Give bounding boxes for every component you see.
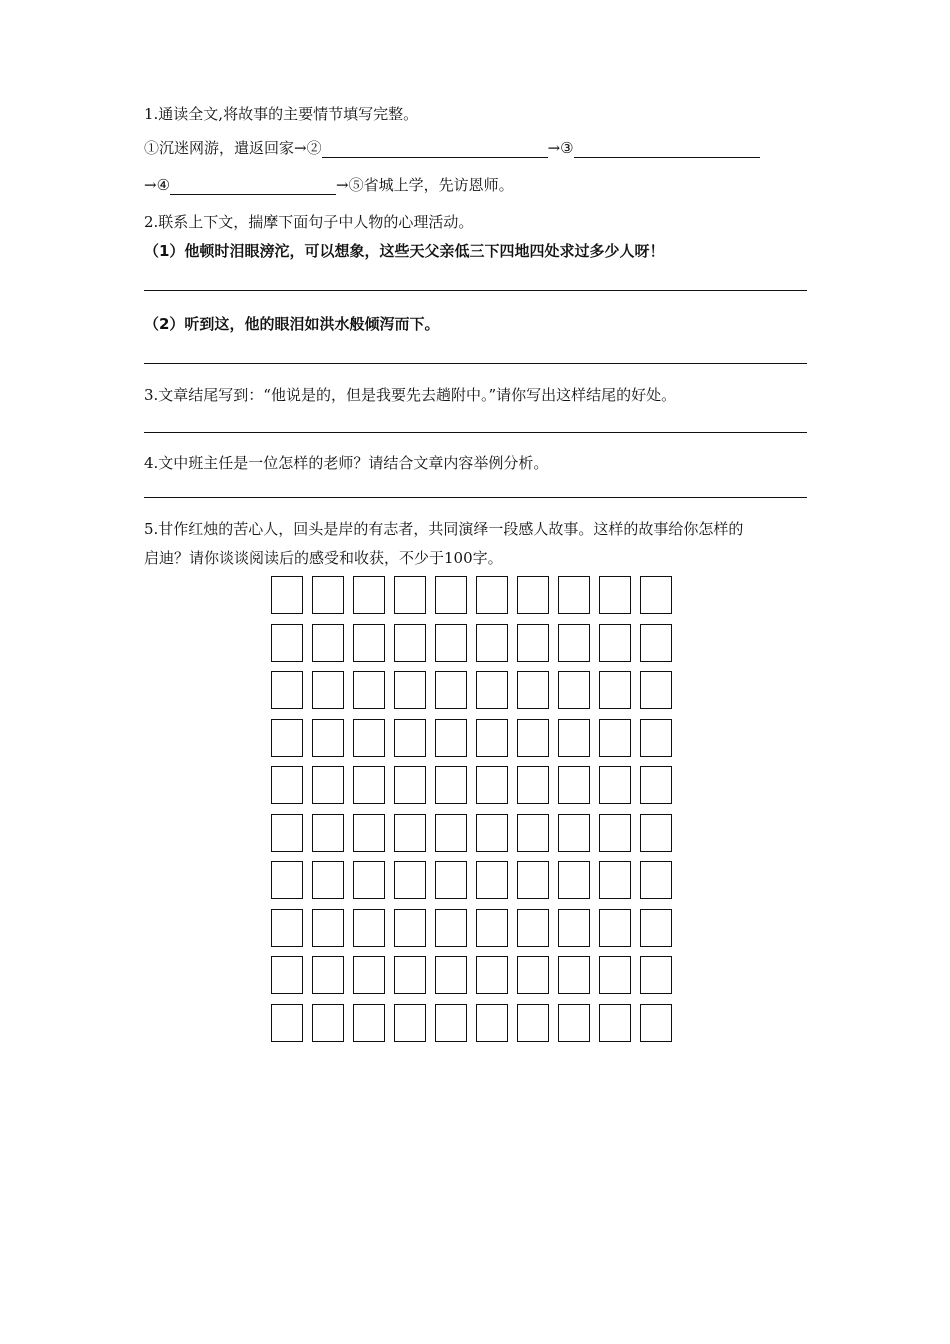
grid-cell[interactable] bbox=[394, 814, 426, 852]
grid-cell[interactable] bbox=[394, 766, 426, 804]
grid-cell[interactable] bbox=[435, 814, 467, 852]
grid-cell[interactable] bbox=[394, 576, 426, 614]
grid-cell[interactable] bbox=[394, 671, 426, 709]
grid-cell[interactable] bbox=[435, 624, 467, 662]
grid-cell[interactable] bbox=[640, 671, 672, 709]
grid-cell[interactable] bbox=[353, 1004, 385, 1042]
grid-cell[interactable] bbox=[435, 1004, 467, 1042]
q1-plot-row-2 bbox=[144, 175, 514, 195]
grid-cell[interactable] bbox=[476, 719, 508, 757]
grid-cell[interactable] bbox=[599, 766, 631, 804]
grid-cell[interactable] bbox=[271, 909, 303, 947]
grid-cell[interactable] bbox=[312, 719, 344, 757]
grid-cell[interactable] bbox=[394, 909, 426, 947]
q2-answer-line-2[interactable] bbox=[144, 363, 807, 364]
grid-cell[interactable] bbox=[353, 766, 385, 804]
grid-cell[interactable] bbox=[517, 909, 549, 947]
grid-cell[interactable] bbox=[640, 814, 672, 852]
grid-cell[interactable] bbox=[312, 766, 344, 804]
q1-title: 1.通读全文,将故事的主要情节填写完整。 bbox=[144, 105, 419, 123]
grid-cell[interactable] bbox=[640, 909, 672, 947]
grid-cell[interactable] bbox=[271, 956, 303, 994]
q1-arrow3: →③ bbox=[547, 139, 574, 157]
grid-cell[interactable] bbox=[599, 956, 631, 994]
grid-cell[interactable] bbox=[312, 576, 344, 614]
grid-cell[interactable] bbox=[558, 909, 590, 947]
grid-cell[interactable] bbox=[558, 1004, 590, 1042]
grid-cell[interactable] bbox=[517, 814, 549, 852]
q3-answer-line[interactable] bbox=[144, 432, 807, 433]
grid-cell[interactable] bbox=[312, 861, 344, 899]
q2-sentence-1: （1）他顿时泪眼滂沱，可以想象，这些天父亲低三下四地四处求过多少人呀！ bbox=[144, 242, 665, 260]
grid-cell[interactable] bbox=[353, 576, 385, 614]
q1-step5: →⑤省城上学，先访恩师。 bbox=[336, 176, 514, 194]
q1-blank-4[interactable] bbox=[170, 178, 336, 195]
q1-blank-3[interactable] bbox=[574, 141, 760, 158]
grid-cell[interactable] bbox=[558, 814, 590, 852]
grid-cell[interactable] bbox=[640, 576, 672, 614]
q2-answer-line-1[interactable] bbox=[144, 290, 807, 291]
grid-cell[interactable] bbox=[435, 576, 467, 614]
grid-cell[interactable] bbox=[599, 814, 631, 852]
grid-cell[interactable] bbox=[476, 814, 508, 852]
grid-cell[interactable] bbox=[558, 671, 590, 709]
grid-cell[interactable] bbox=[599, 719, 631, 757]
grid-cell[interactable] bbox=[476, 766, 508, 804]
grid-cell[interactable] bbox=[517, 719, 549, 757]
grid-cell[interactable] bbox=[435, 861, 467, 899]
grid-cell[interactable] bbox=[271, 766, 303, 804]
grid-cell[interactable] bbox=[558, 861, 590, 899]
grid-cell[interactable] bbox=[640, 719, 672, 757]
grid-cell[interactable] bbox=[640, 861, 672, 899]
q4-title: 4.文中班主任是一位怎样的老师？请结合文章内容举例分析。 bbox=[144, 454, 549, 472]
grid-cell[interactable] bbox=[312, 956, 344, 994]
grid-cell[interactable] bbox=[517, 766, 549, 804]
grid-cell[interactable] bbox=[353, 814, 385, 852]
grid-cell[interactable] bbox=[353, 956, 385, 994]
q5-prompt-line-2: 启迪？请你谈谈阅读后的感受和收获，不少于100字。 bbox=[144, 549, 503, 567]
grid-cell[interactable] bbox=[640, 1004, 672, 1042]
grid-cell[interactable] bbox=[599, 576, 631, 614]
grid-cell[interactable] bbox=[640, 766, 672, 804]
grid-cell[interactable] bbox=[558, 576, 590, 614]
grid-cell[interactable] bbox=[353, 624, 385, 662]
q5-prompt-line-1: 5.甘作红烛的苦心人，回头是岸的有志者，共同演绎一段感人故事。这样的故事给你怎样的 bbox=[144, 520, 744, 538]
grid-cell[interactable] bbox=[312, 671, 344, 709]
q1-arrow4: →④ bbox=[144, 176, 171, 194]
q2-title: 2.联系上下文，揣摩下面句子中人物的心理活动。 bbox=[144, 213, 474, 231]
grid-cell[interactable] bbox=[599, 624, 631, 662]
grid-cell[interactable] bbox=[353, 719, 385, 757]
q1-step1: ①沉迷网游，遣返回家→② bbox=[144, 139, 322, 157]
grid-cell[interactable] bbox=[312, 814, 344, 852]
q1-blank-2[interactable] bbox=[322, 141, 548, 158]
grid-cell[interactable] bbox=[517, 1004, 549, 1042]
grid-cell[interactable] bbox=[435, 719, 467, 757]
grid-cell[interactable] bbox=[435, 671, 467, 709]
grid-cell[interactable] bbox=[435, 766, 467, 804]
grid-cell[interactable] bbox=[476, 671, 508, 709]
grid-cell[interactable] bbox=[558, 766, 590, 804]
grid-cell[interactable] bbox=[312, 624, 344, 662]
grid-cell[interactable] bbox=[599, 1004, 631, 1042]
grid-cell[interactable] bbox=[312, 909, 344, 947]
grid-cell[interactable] bbox=[312, 1004, 344, 1042]
q3-title: 3.文章结尾写到：“他说是的，但是我要先去趟附中。”请你写出这样结尾的好处。 bbox=[144, 386, 677, 404]
grid-cell[interactable] bbox=[517, 861, 549, 899]
grid-cell[interactable] bbox=[271, 576, 303, 614]
grid-cell[interactable] bbox=[271, 624, 303, 662]
grid-cell[interactable] bbox=[558, 624, 590, 662]
q4-answer-line[interactable] bbox=[144, 497, 807, 498]
grid-cell[interactable] bbox=[599, 861, 631, 899]
grid-cell[interactable] bbox=[353, 909, 385, 947]
grid-cell[interactable] bbox=[394, 624, 426, 662]
grid-cell[interactable] bbox=[476, 861, 508, 899]
grid-cell[interactable] bbox=[271, 1004, 303, 1042]
grid-cell[interactable] bbox=[435, 909, 467, 947]
q1-plot-row-1 bbox=[144, 138, 760, 158]
grid-cell[interactable] bbox=[599, 671, 631, 709]
grid-cell[interactable] bbox=[353, 671, 385, 709]
grid-cell[interactable] bbox=[517, 624, 549, 662]
grid-cell[interactable] bbox=[271, 671, 303, 709]
grid-cell[interactable] bbox=[476, 576, 508, 614]
grid-cell[interactable] bbox=[558, 956, 590, 994]
grid-cell[interactable] bbox=[394, 956, 426, 994]
grid-cell[interactable] bbox=[271, 719, 303, 757]
q2-sentence-2: （2）听到这，他的眼泪如洪水般倾泻而下。 bbox=[144, 315, 440, 333]
grid-cell[interactable] bbox=[435, 956, 467, 994]
grid-cell[interactable] bbox=[394, 1004, 426, 1042]
grid-cell[interactable] bbox=[517, 671, 549, 709]
grid-cell[interactable] bbox=[558, 719, 590, 757]
grid-cell[interactable] bbox=[476, 956, 508, 994]
grid-cell[interactable] bbox=[476, 624, 508, 662]
grid-cell[interactable] bbox=[517, 576, 549, 614]
grid-cell[interactable] bbox=[599, 909, 631, 947]
grid-cell[interactable] bbox=[476, 909, 508, 947]
grid-cell[interactable] bbox=[517, 956, 549, 994]
grid-cell[interactable] bbox=[271, 861, 303, 899]
grid-cell[interactable] bbox=[476, 1004, 508, 1042]
grid-cell[interactable] bbox=[394, 861, 426, 899]
grid-cell[interactable] bbox=[394, 719, 426, 757]
grid-cell[interactable] bbox=[353, 861, 385, 899]
answer-grid bbox=[271, 576, 674, 1042]
grid-cell[interactable] bbox=[640, 624, 672, 662]
grid-cell[interactable] bbox=[271, 814, 303, 852]
grid-cell[interactable] bbox=[640, 956, 672, 994]
